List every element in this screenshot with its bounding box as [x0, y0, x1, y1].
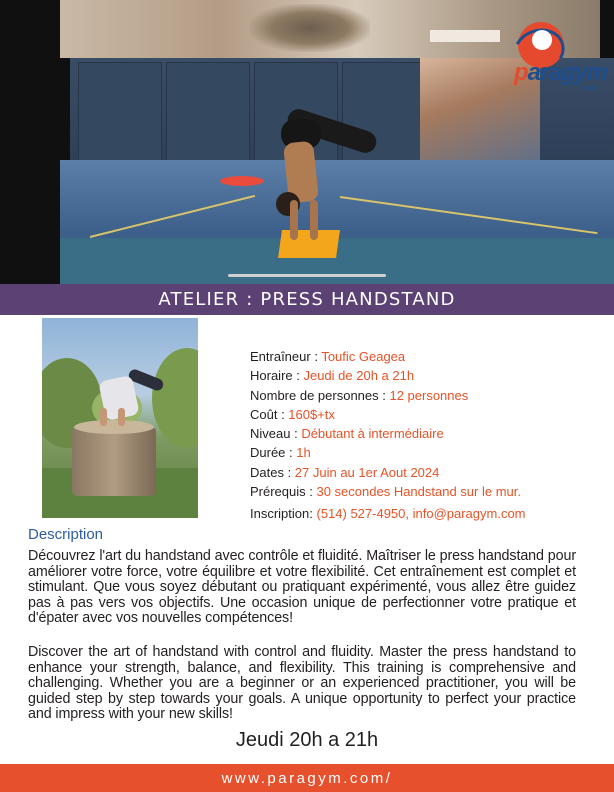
ceiling-mural [250, 4, 370, 52]
registration-link[interactable]: (514) 527-4950, info@paragym.com [316, 506, 526, 522]
tree-stump [72, 426, 156, 496]
capacity-value: 12 personnes [389, 387, 469, 403]
detail-row-cost: Coût : 160$+tx [250, 406, 335, 422]
stump-top [74, 420, 154, 434]
schedule-line: Jeudi 20h a 21h [235, 729, 379, 751]
detail-row-duration: Durée : 1h [250, 445, 311, 461]
logo-wordmark: paragym [514, 59, 608, 86]
tree [152, 348, 198, 448]
page-title: ATELIER : PRESS HANDSTAND [158, 289, 456, 310]
schedule-value: Jeudi de 20h a 21h [303, 368, 415, 384]
prerequisites-value: 30 secondes Handstand sur le mur. [316, 484, 521, 500]
workshop-details [250, 347, 610, 524]
detail-row-registration: Inscription: (514) 527-4950, info@paragym.com [250, 506, 526, 522]
description-heading: Description [28, 526, 104, 543]
website-link[interactable]: www.paragym.com/ [221, 769, 393, 787]
man-arm [118, 408, 125, 426]
sponsor-strip [430, 30, 500, 42]
footer-bar [0, 764, 614, 792]
coach-value: Toufic Geagea [321, 349, 406, 364]
paragym-logo[interactable] [510, 22, 612, 96]
logo-tld: .com [580, 85, 596, 92]
detail-row-coach: Entraîneur : Toufic Geagea [250, 349, 406, 364]
detail-row-schedule: Horaire : Jeudi de 20h a 21h [250, 368, 415, 384]
detail-row-prerequisites: Prérequis : 30 secondes Handstand sur le mur. [250, 484, 521, 500]
detail-row-capacity: Nombre de personnes : 12 personnes [250, 387, 469, 403]
video-scrubber[interactable] [228, 274, 386, 277]
red-disc [220, 176, 264, 186]
man-arm [100, 408, 107, 426]
title-band [0, 284, 614, 315]
yoga-block [278, 230, 340, 258]
inset-photo [42, 318, 198, 518]
athlete-arm [310, 200, 318, 240]
level-value: Débutant à intermédiaire [301, 426, 444, 442]
description-english: Discover the art of handstand with control and fluidity. Master the press handstand to enhance your strength, balance, and flexibility. This training is comprehensive and challenging. Whether you are a beginner or an experienced practitioner, you will be guided step by step towards your goals. A unique opportunity to perfect your practice and impress with your new skills! [28, 644, 576, 723]
description-french: Découvrez l'art du handstand avec contrôle et fluidité. Maîtriser le press handstand pour améliorer votre force, votre équilibre et votre flexibilité. Cet entraînement est complet et stimulant. Que vous soyez débutant ou pratiquant expérimenté, vous allez être guidez pas à pas vers vos objectifs. Une occasion unique de perfectionner votre pratique et d'épater avec vos nouvelles compétences! [28, 548, 576, 627]
detail-row-dates: Dates : 27 Juin au 1er Aout 2024 [250, 464, 440, 480]
wall-mat-panel [78, 62, 162, 166]
wall-mat-panel [166, 62, 250, 166]
wall-mat-panel [342, 62, 426, 166]
logo-gymnast-icon [532, 30, 552, 50]
detail-row-level: Niveau : Débutant à intermédiaire [250, 426, 444, 442]
dates-value: 27 Juin au 1er Aout 2024 [294, 464, 440, 480]
athlete-arm [290, 200, 298, 240]
duration-value: 1h [296, 445, 311, 461]
cost-value: 160$+tx [288, 406, 335, 422]
